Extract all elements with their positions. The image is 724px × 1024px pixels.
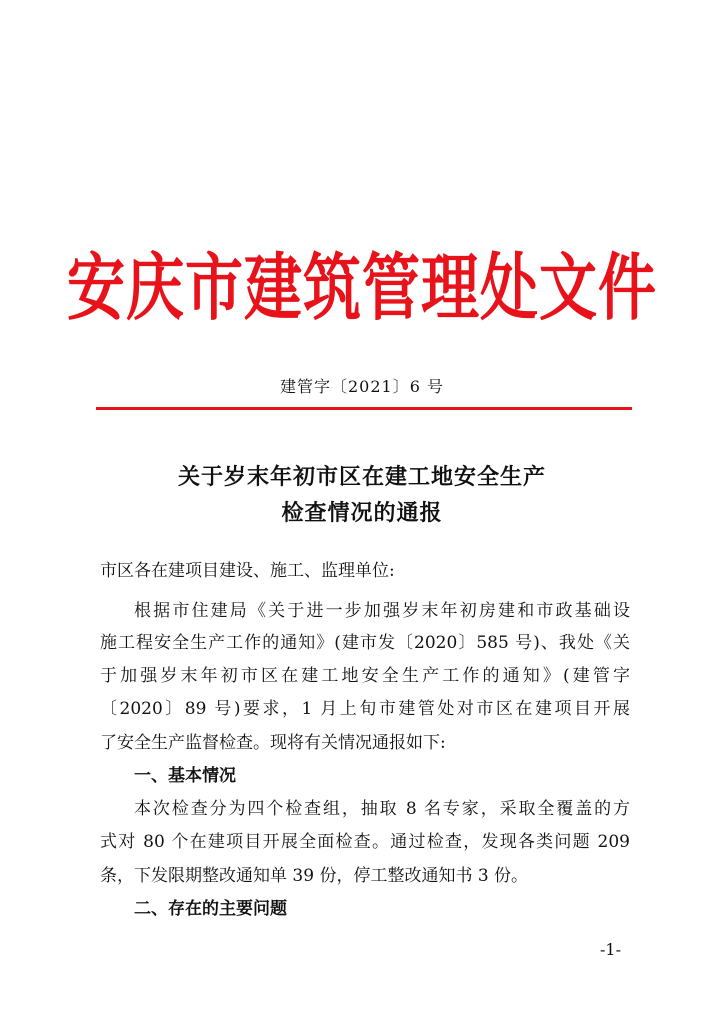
paragraph-line: 〔2020〕89 号)要求，1 月上旬市建管处对市区在建项目开展: [100, 699, 630, 719]
paragraph-line: 式对 80 个在建项目开展全面检查。通过检查，发现各类问题 209: [100, 832, 630, 852]
paragraph-line: 本次检查分为四个检查组，抽取 8 名专家，采取全覆盖的方: [134, 799, 630, 819]
red-divider-line: [96, 407, 632, 410]
issuing-org-header: 安庆市建筑管理处文件: [66, 245, 657, 331]
paragraph-line: 于加强岁末年初市区在建工地安全生产工作的通知》(建管字: [100, 666, 630, 686]
section-heading-main-problems: 二、存在的主要问题: [134, 899, 287, 919]
page-number: -1-: [600, 940, 621, 959]
section-heading-basic-situation: 一、基本情况: [134, 766, 236, 786]
paragraph-line: 条，下发限期整改通知单 39 份，停工整改通知书 3 份。: [100, 866, 529, 886]
paragraph-line: 施工程安全生产工作的通知》(建市发〔2020〕585 号)、我处《关: [100, 633, 630, 653]
notice-title-line-1: 关于岁末年初市区在建工地安全生产: [177, 464, 546, 490]
paragraph-line: 了安全生产监督检查。现将有关情况通报如下:: [100, 733, 446, 753]
paragraph-line: 根据市住建局《关于进一步加强岁末年初房建和市政基础设: [134, 601, 630, 621]
salutation: 市区各在建项目建设、施工、监理单位:: [100, 561, 395, 581]
document-number: 建管字〔2021〕6 号: [280, 377, 444, 396]
notice-title-line-2: 检查情况的通报: [281, 500, 443, 526]
